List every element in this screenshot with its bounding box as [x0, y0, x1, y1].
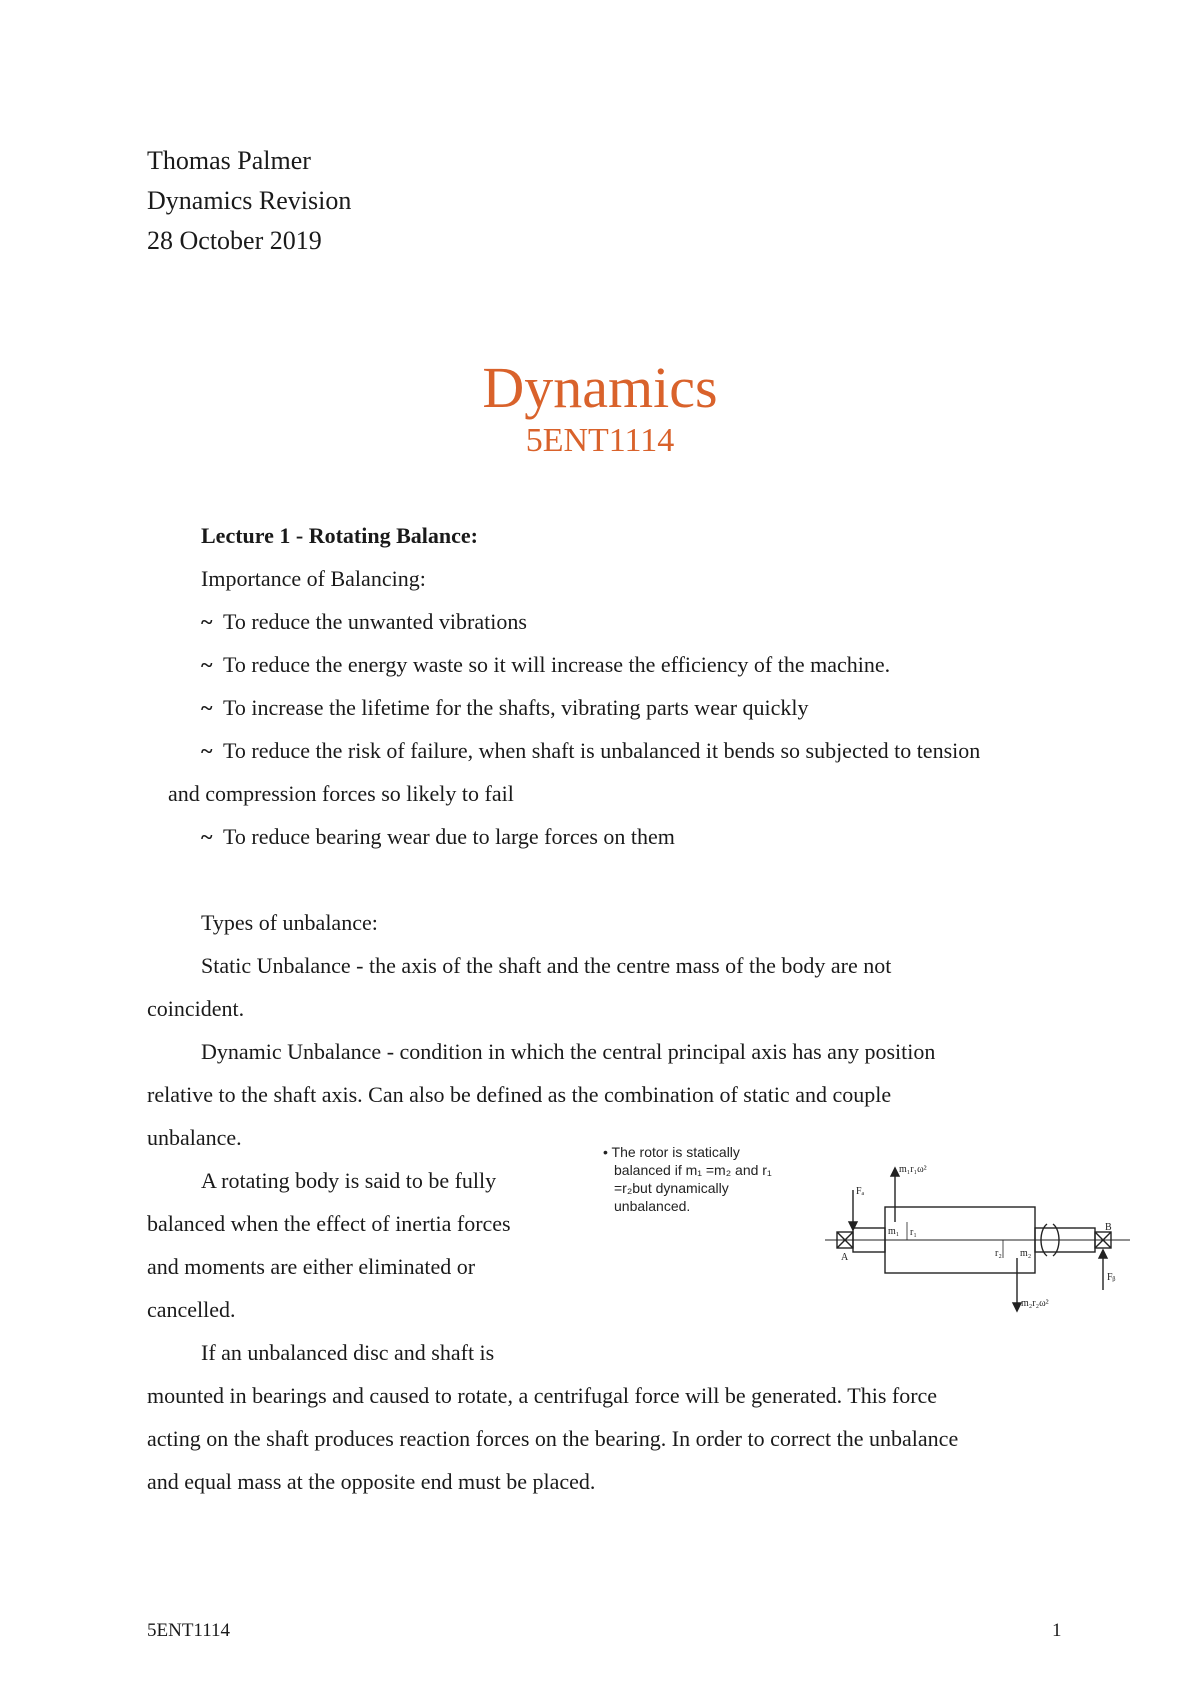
page-number: 1: [1052, 1620, 1062, 1641]
dynamic-unbalance-text: unbalance.: [147, 1125, 242, 1150]
label-fb: Fᵦ: [1107, 1272, 1116, 1283]
disc-shaft-text: mounted in bearings and caused to rotate, a centrifugal force will be generated. This force: [147, 1383, 938, 1408]
label-m2: m₂: [1020, 1248, 1032, 1259]
label-fa: Fₐ: [856, 1186, 865, 1197]
tilde-bullet-icon: ~: [201, 652, 213, 677]
caption-bullet-icon: •: [603, 1144, 612, 1160]
dynamic-unbalance-text: Dynamic Unbalance - condition in which the central principal axis has any position: [201, 1039, 936, 1064]
label-b: B: [1105, 1222, 1112, 1233]
list-item: ~ To reduce the unwanted vibrations: [201, 609, 527, 634]
list-item: ~ To reduce the energy waste so it will increase the efficiency of the machine.: [201, 652, 891, 677]
lecture-heading: Lecture 1 - Rotating Balance:: [201, 523, 478, 548]
disc-shaft-text: acting on the shaft produces reaction forces on the bearing. In order to correct the unbalance: [147, 1426, 959, 1451]
importance-label: Importance of Balancing:: [201, 566, 426, 591]
label-m1r1w2: m₁r₁ω²: [899, 1164, 927, 1175]
dynamic-unbalance-text: relative to the shaft axis. Can also be defined as the combination of static and couple: [147, 1082, 892, 1107]
tilde-bullet-icon: ~: [201, 824, 213, 849]
list-item: ~ To increase the lifetime for the shafts, vibrating parts wear quickly: [201, 695, 809, 720]
static-unbalance-text: coincident.: [147, 996, 245, 1021]
types-label: Types of unbalance:: [201, 910, 378, 935]
fully-balanced-text: balanced when the effect of inertia forces: [147, 1211, 511, 1236]
page-title: Dynamics: [482, 355, 718, 420]
document-date: 28 October 2019: [147, 226, 322, 255]
author-name: Thomas Palmer: [147, 146, 311, 175]
list-item: ~ To reduce the risk of failure, when shaft is unbalanced it bends so subjected to tension: [201, 738, 981, 763]
fully-balanced-text: and moments are either eliminated or: [147, 1254, 476, 1279]
document-subject: Dynamics Revision: [147, 186, 352, 215]
label-r2: r₂: [995, 1248, 1002, 1259]
tilde-bullet-icon: ~: [201, 738, 213, 763]
label-a: A: [841, 1252, 849, 1263]
label-m1: m₁: [888, 1226, 900, 1237]
list-item: ~ To reduce bearing wear due to large forces on them: [201, 824, 675, 849]
disc-shaft-text: and equal mass at the opposite end must be placed.: [147, 1469, 596, 1494]
tilde-bullet-icon: ~: [201, 695, 213, 720]
list-item-continuation: and compression forces so likely to fail: [168, 781, 514, 806]
figure-caption: • The rotor is statically balanced if m₁ =m₂ and r₁ =r₂but dynamically unbalanced.: [603, 1144, 772, 1214]
fully-balanced-text: A rotating body is said to be fully: [201, 1168, 497, 1193]
course-code: 5ENT1114: [525, 422, 675, 459]
static-unbalance-text: Static Unbalance - the axis of the shaft and the centre mass of the body are not: [201, 953, 892, 978]
fully-balanced-text: cancelled.: [147, 1297, 236, 1322]
label-m2r2w2: m₂r₂ω²: [1021, 1298, 1049, 1309]
rotor-diagram: [825, 1160, 1135, 1320]
footer-course-code: 5ENT1114: [147, 1620, 231, 1641]
label-r1: r₁: [910, 1227, 917, 1238]
tilde-bullet-icon: ~: [201, 609, 213, 634]
disc-shaft-text: If an unbalanced disc and shaft is: [201, 1340, 495, 1365]
